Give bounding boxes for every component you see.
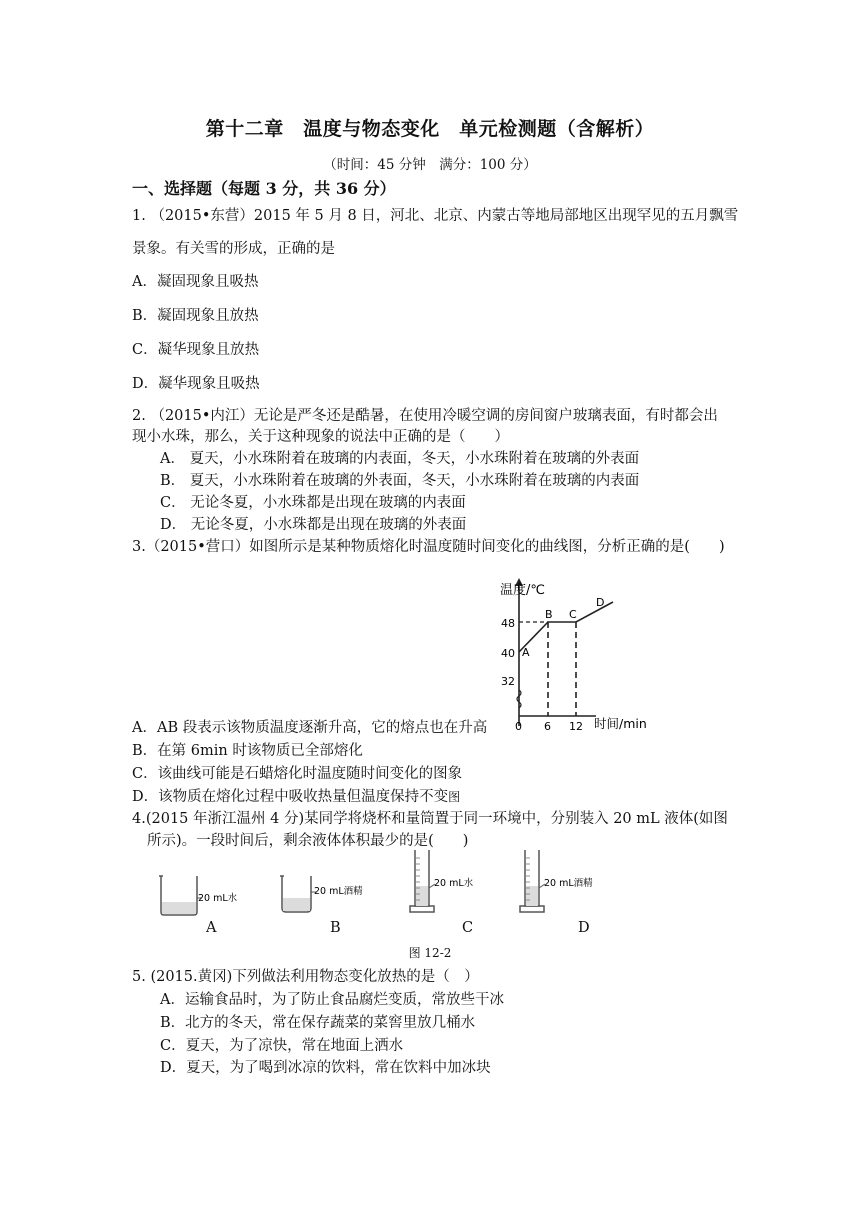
- point-d-label: D: [596, 596, 605, 609]
- q3-option-d-tail: 图: [448, 790, 461, 804]
- graph-ylabel: 温度/℃: [500, 583, 545, 598]
- page-title: 第十二章 温度与物态变化 单元检测题（含解析）: [205, 118, 655, 140]
- q3-option-d: [132, 785, 460, 806]
- q2-option-c: C． 无论冬夏，小水珠都是出现在玻璃的内表面: [160, 495, 466, 511]
- melting-curve: [519, 602, 613, 652]
- q5-option-d: D．夏天，为了喝到冰凉的饮料，常在饮料中加冰块: [160, 1060, 491, 1076]
- figure-b-beaker: [279, 868, 371, 918]
- question-5-line-1: 5. (2015.黄冈)下列做法利用物态变化放热的是（ ）: [132, 969, 479, 985]
- q1-option-a: A．凝固现象且吸热: [132, 274, 259, 290]
- q5-option-c: C．夏天，为了凉快，常在地面上洒水: [160, 1038, 404, 1054]
- figure-c-cylinder: [408, 848, 488, 916]
- q5-option-a: A．运输食品时，为了防止食品腐烂变质，常放些干冰: [160, 992, 504, 1008]
- q3-option-d-text: D．该物质在熔化过程中吸收热量但温度保持不变: [132, 789, 449, 805]
- q3-option-b: B．在第 6min 时该物质已全部熔化: [132, 743, 363, 759]
- question-2-line-2: 现小水珠，那么，关于这种现象的说法中正确的是（ ）: [132, 429, 509, 445]
- figure-b-letter: B: [330, 920, 341, 936]
- question-4-line-2: 所示)。一段时间后，剩余液体体积最少的是( ): [147, 833, 469, 849]
- page-subtitle: （时间：45 分钟 满分：100 分）: [323, 157, 537, 173]
- xtick-12: 12: [569, 720, 583, 732]
- question-1-line-1: 1. （2015•东营）2015 年 5 月 8 日，河北、北京、内蒙古等地局部地区出现罕见的五月飘雪: [132, 208, 739, 224]
- ytick-32: 32: [501, 675, 515, 688]
- q2-option-b: B． 夏天，小水珠附着在玻璃的外表面，冬天，小水珠附着在玻璃的内表面: [160, 473, 640, 489]
- figure-a-beaker: [158, 868, 240, 918]
- q1-option-d: D．凝华现象且吸热: [132, 376, 260, 392]
- q2-option-d: D． 无论冬夏，小水珠都是出现在玻璃的外表面: [160, 517, 467, 533]
- figure-a-letter: A: [206, 920, 217, 936]
- ytick-40: 40: [501, 647, 515, 660]
- q3-option-c: C．该曲线可能是石蜡熔化时温度随时间变化的图象: [132, 766, 463, 782]
- question-2-line-1: 2. （2015•内江）无论是严冬还是酷暑，在使用冷暖空调的房间窗户玻璃表面，有时都会出: [132, 408, 718, 424]
- xtick-0: 0: [515, 720, 522, 732]
- q3-option-a: A．AB 段表示该物质温度逐渐升高，它的熔点也在升高: [132, 720, 488, 736]
- figure-d-label: 20 mL酒精: [544, 878, 593, 889]
- figure-b-label: 20 mL酒精: [314, 886, 363, 897]
- q2-option-a: A． 夏天，小水珠附着在玻璃的内表面，冬天，小水珠附着在玻璃的外表面: [160, 451, 640, 467]
- ytick-48: 48: [501, 617, 515, 630]
- figure-d-cylinder: [518, 848, 610, 916]
- question-4-line-1: 4.(2015 年浙江温州 4 分)某同学将烧杯和量筒置于同一环境中，分别装入 20 mL 液体(如图: [132, 811, 728, 827]
- point-c-label: C: [569, 608, 577, 621]
- point-b-label: B: [545, 608, 553, 621]
- figure-a-label: 20 mL水: [198, 893, 238, 904]
- question-3-line-1: 3.（2015•营口）如图所示是某种物质熔化时温度随时间变化的曲线图，分析正确的是( ): [132, 539, 725, 555]
- xtick-6: 6: [544, 720, 551, 732]
- question-1-line-2: 景象。有关雪的形成，正确的是: [132, 241, 335, 257]
- temperature-time-graph: [496, 576, 656, 732]
- q5-option-b: B．北方的冬天，常在保存蔬菜的菜窖里放几桶水: [160, 1015, 476, 1031]
- figure-c-letter: C: [462, 920, 474, 936]
- q1-option-c: C．凝华现象且放热: [132, 342, 260, 358]
- figure-c-label: 20 mL水: [434, 878, 474, 889]
- section-heading: 一、选择题（每题 3 分，共 36 分）: [132, 179, 396, 198]
- q1-option-b: B．凝固现象且放热: [132, 308, 259, 324]
- figure-caption: 图 12-2: [408, 946, 452, 960]
- figure-d-letter: D: [578, 920, 590, 936]
- point-a-label: A: [522, 646, 530, 659]
- graph-xlabel: 时间/min: [594, 716, 647, 731]
